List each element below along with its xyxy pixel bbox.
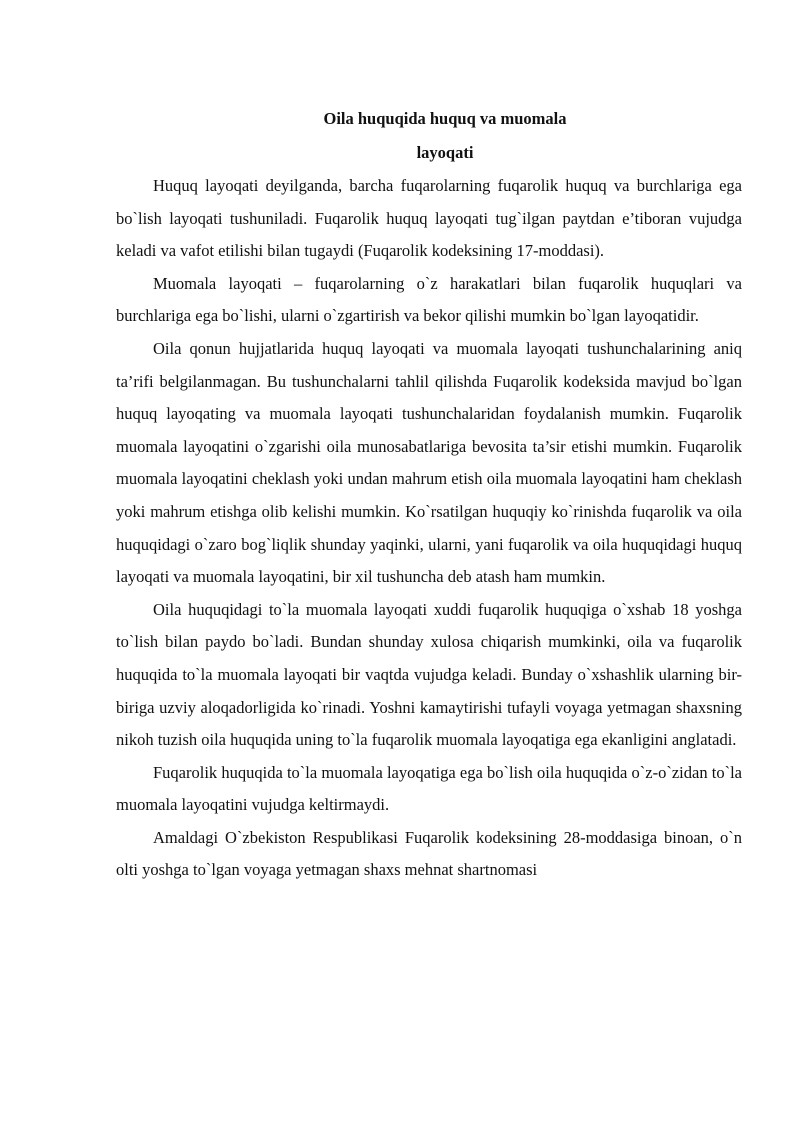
paragraph-muomala-layoqati: Muomala layoqati – fuqarolarning o`z harakatlari bilan fuqarolik huquqlari va burchlariga ega bo`lishi, ularni o`zgartirish va bekor qilishi mumkin bo`lgan layoqatidir.	[116, 273, 742, 326]
paragraph-oila-qonun-hujjatlari: Oila qonun hujjatlarida huquq layoqati va muomala layoqati tushunchalarining aniq ta’rifi belgilanmagan. Bu tushunchalarni tahlil qilishda Fuqarolik kodeksida mavjud bo`lgan huquq layoqating va muomala layoqati tushunchalaridan foydalanish mumkin. Fuqarolik muomala layoqatini o`zgarishi oila munosabatlariga bevosita ta’sir etishi mumkin. Fuqarolik muomala layoqatini cheklash yoki undan mahrum etish oila muomala layoqatini ham cheklash yoki mahrum etishga olib kelishi mumkin. Ko`rsatilgan huquqiy ko`rinishda fuqarolik va oila huquqidagi o`zaro bog`liqlik shunday yaqinki, ularni, yani fuqarolik va oila huquqidagi huquq layoqati va muomala layoqatini, bir xil tushuncha deb atash ham mumkin.	[116, 338, 742, 587]
document-title-line-2: layoqati	[416, 143, 474, 162]
document-body	[116, 170, 742, 887]
paragraph-fuqarolik-huquqida: Fuqarolik huquqida to`la muomala layoqatiga ega bo`lish oila huquqida o`z-o`zidan to`la muomala layoqatini vujudga keltirmaydi.	[116, 762, 742, 815]
paragraph-huquq-layoqati: Huquq layoqati deyilganda, barcha fuqarolarning fuqarolik huquq va burchlariga ega bo`lish layoqati tushuniladi. Fuqarolik huquq layoqati tug`ilgan paytdan e’tiboran vujudga keladi va vafot etilishi bilan tugaydi (Fuqarolik kodeksining 17-moddasi).	[116, 176, 742, 261]
document-title-line-1: Oila huquqida huquq va muomala	[323, 109, 567, 128]
paragraph-amaldagi-kodeks: Amaldagi O`zbekiston Respublikasi Fuqarolik kodeksining 28-moddasiga binoan, o`n olti yoshga to`lgan voyaga yetmagan shaxs mehnat shartnomasi	[116, 827, 742, 880]
paragraph-tola-muomala-layoqati: Oila huquqidagi to`la muomala layoqati xuddi fuqarolik huquqiga o`xshab 18 yoshga to`lish bilan paydo bo`ladi. Bundan shunday xulosa chiqarish mumkinki, oila va fuqarolik huquqida to`la muomala layoqati bir vaqtda vujudga keladi. Bunday o`xshashlik ularning bir-biriga uzviy aloqadorligida ko`rinadi. Yoshni kamaytirishi tufayli voyaga yetmagan shaxsning nikoh tuzish oila huquqida uning to`la fuqarolik muomala layoqatiga ega ekanligini anglatadi.	[116, 599, 742, 750]
